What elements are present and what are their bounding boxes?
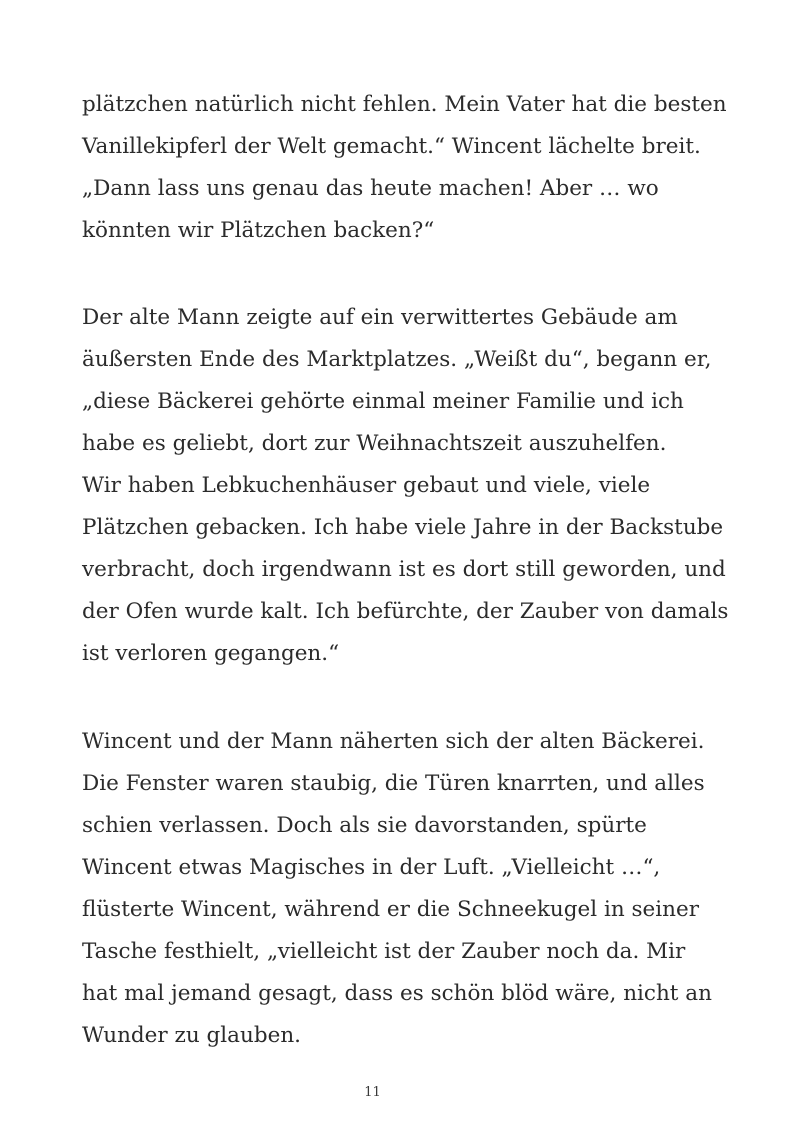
text-line: Der alte Mann zeigte auf ein verwittertes Gebäude am — [82, 305, 678, 330]
text-line: Die Fenster waren staubig, die Türen knarrten, und alles — [82, 771, 705, 796]
text-line: hat mal jemand gesagt, dass es schön blöd wäre, nicht an — [82, 981, 712, 1006]
text-line: Plätzchen gebacken. Ich habe viele Jahre in der Backstube — [82, 515, 724, 540]
paragraph-2 — [82, 297, 729, 675]
text-line: Tasche festhielt, „vielleicht ist der Zauber noch da. Mir — [82, 939, 686, 964]
text-line: „Dann lass uns genau das heute machen! Aber … wo — [82, 176, 659, 201]
text-line: „diese Bäckerei gehörte einmal meiner Familie und ich — [82, 389, 684, 414]
text-line: könnten wir Plätzchen backen?“ — [82, 218, 435, 243]
text-line: schien verlassen. Doch als sie davorstanden, spürte — [82, 813, 647, 838]
text-line: Wincent etwas Magisches in der Luft. „Vielleicht …“, — [82, 855, 661, 880]
text-line: flüsterte Wincent, während er die Schneekugel in seiner — [82, 897, 699, 922]
text-line: verbracht, doch irgendwann ist es dort still geworden, und — [82, 557, 726, 582]
text-line: Wincent und der Mann näherten sich der alten Bäckerei. — [82, 729, 705, 754]
text-line: Wunder zu glauben. — [82, 1023, 301, 1048]
text-line: ist verloren gegangen.“ — [82, 641, 340, 666]
text-line: Vanillekipferl der Welt gemacht.“ Wincent lächelte breit. — [82, 134, 701, 159]
paragraph-3 — [82, 721, 712, 1057]
text-line: plätzchen natürlich nicht fehlen. Mein Vater hat die besten — [82, 92, 727, 117]
text-line: der Ofen wurde kalt. Ich befürchte, der Zauber von damals — [82, 599, 729, 624]
paragraph-1 — [82, 84, 727, 252]
text-line: äußersten Ende des Marktplatzes. „Weißt du“, begann er, — [82, 347, 712, 372]
page-number: 11 — [364, 1085, 381, 1100]
text-line: Wir haben Lebkuchenhäuser gebaut und viele, viele — [82, 473, 651, 498]
text-line: habe es geliebt, dort zur Weihnachtszeit auszuhelfen. — [82, 431, 667, 456]
